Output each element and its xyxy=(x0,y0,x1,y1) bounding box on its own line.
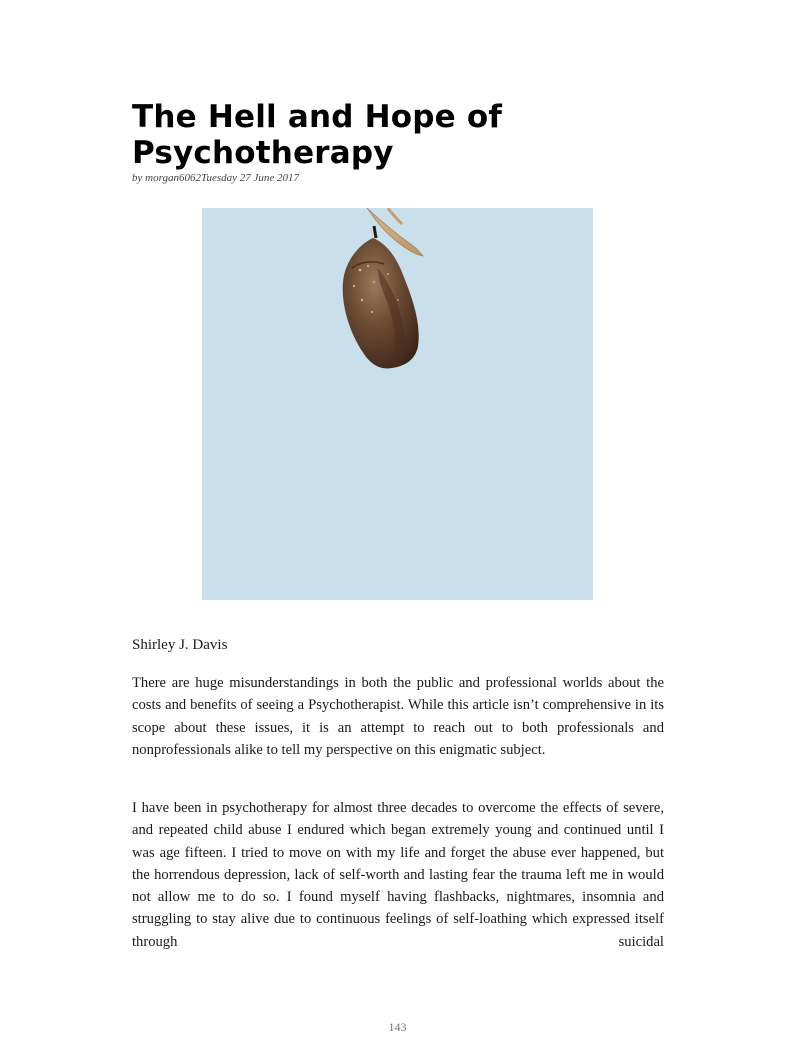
chrysalis-figure xyxy=(202,208,593,600)
article-author: Shirley J. Davis xyxy=(132,637,228,653)
article-byline: by morgan6062Tuesday 27 June 2017 xyxy=(132,172,300,184)
chrysalis-icon xyxy=(202,208,593,600)
body-paragraph: There are huge misunderstandings in both the public and professional worlds about the costs and benefits of seeing a Psychotherapist. While this article isn’t comprehensive in its scope about these issues, it is an attempt to reach out to both professionals and nonprofessionals alike to tell my perspective on this enigmatic subject. xyxy=(132,675,664,758)
article-title: The Hell and Hope of Psychotherapy xyxy=(132,99,503,171)
page-number: 143 xyxy=(388,1020,407,1034)
body-paragraph: I have been in psychotherapy for almost three decades to overcome the effects of severe, and repeated child abuse I endured which began extremely young and continued until I was age fifteen. I tried to move on with my life and forget the abuse ever happened, but the horrendous depression, lack of self-worth and lasting fear the trauma left me in would not allow me to do so. I found myself having flashbacks, nightmares, insomnia and struggling to stay alive due to continuous feelings of self-loathing which expressed itself through suicidal xyxy=(132,800,664,950)
